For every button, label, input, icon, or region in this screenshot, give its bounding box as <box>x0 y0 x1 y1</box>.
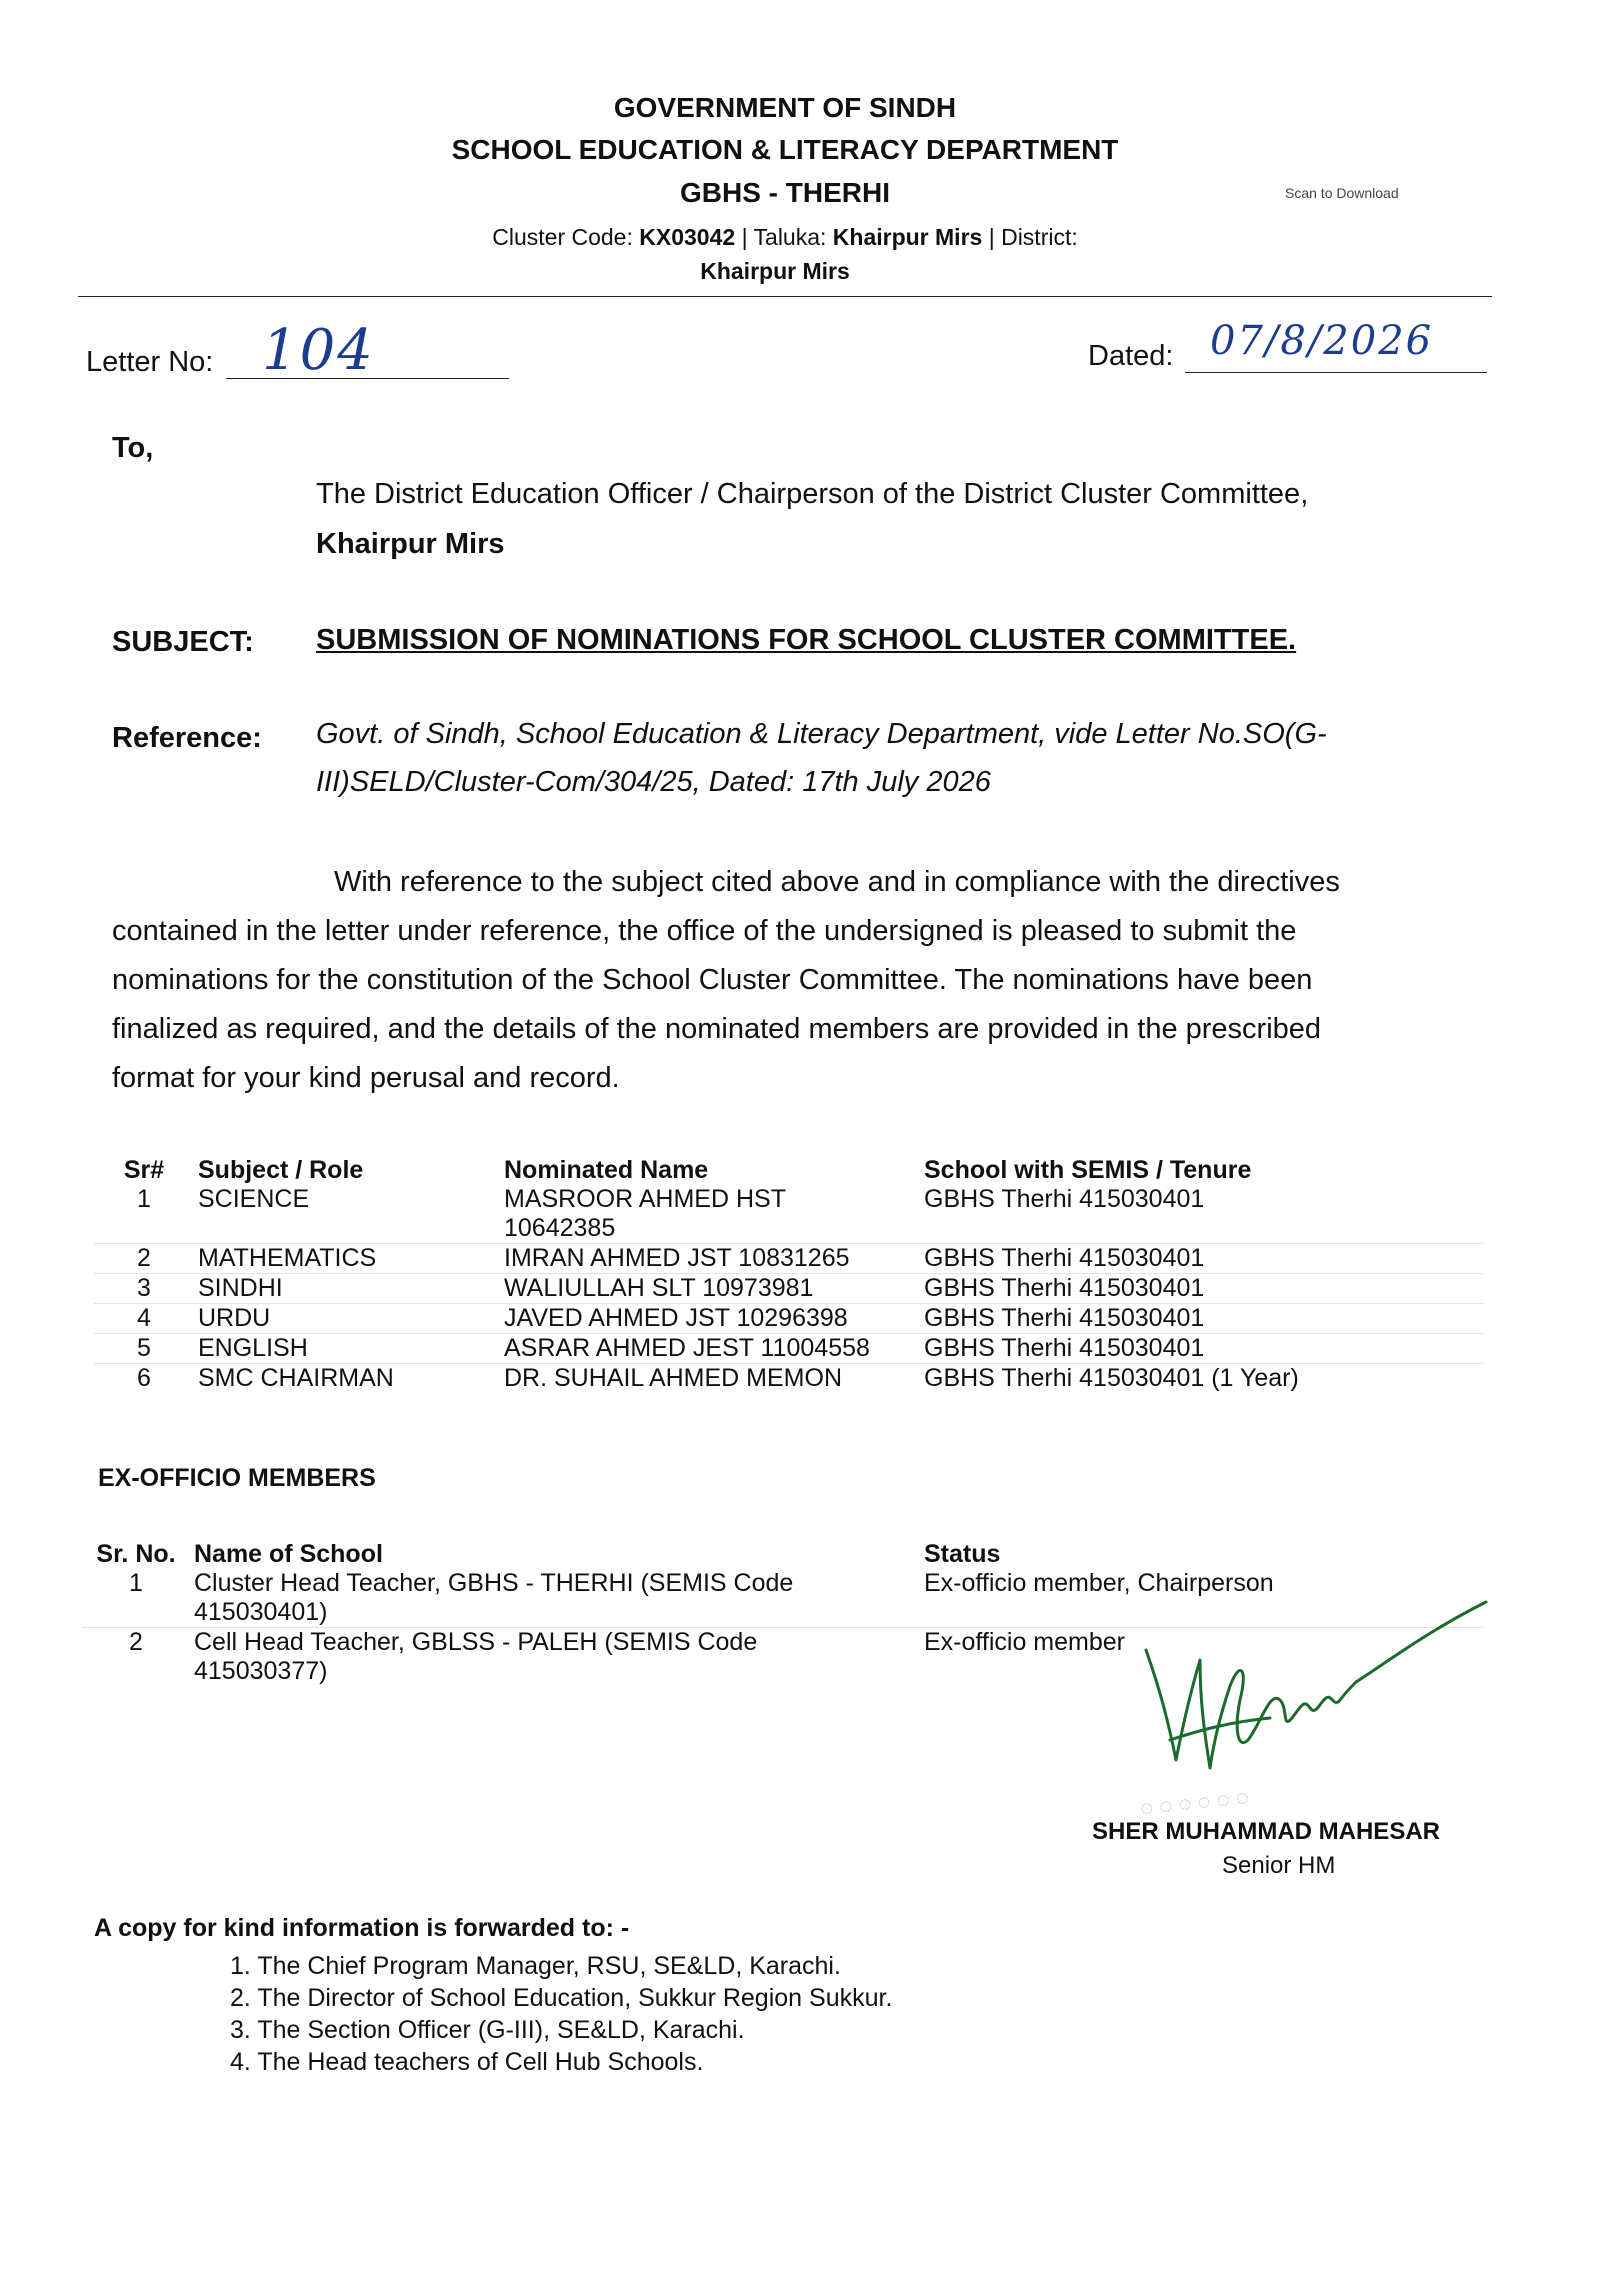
cell-school: GBHS Therhi 415030401 (1 Year) <box>920 1364 1484 1394</box>
to-label: To, <box>112 432 154 464</box>
letter-no-label: Letter No: <box>86 346 214 378</box>
col-header-status: Status <box>924 1540 1001 1568</box>
subject-label: SUBJECT: <box>112 626 254 658</box>
cell-nominee: DR. SUHAIL AHMED MEMON <box>500 1364 920 1394</box>
cell-status: Ex-officio member, Chairperson <box>924 1569 1274 1597</box>
cell-school-name: Cell Head Teacher, GBLSS - PALEH (SEMIS Code 415030377) <box>190 1628 920 1687</box>
nominations-header-row <box>94 1156 1484 1185</box>
copy-list <box>230 1950 892 2078</box>
col-header-subject: Subject / Role <box>198 1156 364 1184</box>
cell-status: Ex-officio member <box>920 1628 1484 1687</box>
cell-school: GBHS Therhi 415030401 <box>920 1304 1484 1334</box>
cell-sr: 3 <box>94 1274 194 1304</box>
subject-text: SUBMISSION OF NOMINATIONS FOR SCHOOL CLUSTER COMMITTEE. <box>316 624 1297 656</box>
cell-nominee: ASRAR AHMED JEST 11004558 <box>500 1334 920 1364</box>
cell-school-name: Cluster Head Teacher, GBHS - THERHI (SEMIS Code 415030401) <box>194 1569 794 1626</box>
cell-subject: MATHEMATICS <box>194 1244 500 1274</box>
cell-subject: SINDHI <box>194 1274 500 1304</box>
cell-sr: 2 <box>94 1244 194 1274</box>
reference-label: Reference: <box>112 722 262 754</box>
copy-list-item: 4. The Head teachers of Cell Hub Schools. <box>230 2048 704 2076</box>
cell-sr: 4 <box>94 1304 194 1334</box>
header-divider <box>78 296 1492 297</box>
cell-nominee: IMRAN AHMED JST 10831265 <box>500 1244 920 1274</box>
cell-school: GBHS Therhi 415030401 <box>920 1274 1484 1304</box>
nominations-body <box>94 1185 1484 1393</box>
cell-nominee: WALIULLAH SLT 10973981 <box>500 1274 920 1304</box>
cluster-info-line <box>0 224 1570 251</box>
body-line-3: nominations for the constitution of the School Cluster Committee. The nominations have been <box>112 964 1313 996</box>
ex-officio-title: EX-OFFICIO MEMBERS <box>98 1464 376 1492</box>
stamp-watermark: ◌ ◌ ◌ ◌ ◌ ◌ <box>1138 1784 1250 1821</box>
dated-label: Dated: <box>1088 340 1174 372</box>
body-line-1: With reference to the subject cited above and in compliance with the directives <box>334 866 1340 898</box>
body-line-2: contained in the letter under reference, the office of the undersigned is pleased to submit the <box>112 915 1297 947</box>
cell-subject: URDU <box>194 1304 500 1334</box>
col-header-name: Nominated Name <box>504 1156 709 1184</box>
cluster-code: KX03042 <box>639 224 736 250</box>
header-government: GOVERNMENT OF SINDH <box>613 92 957 123</box>
cluster-code-label: Cluster Code: <box>492 224 640 250</box>
copy-list-item: 3. The Section Officer (G-III), SE&LD, Karachi. <box>230 2016 745 2044</box>
copy-list-item: 2. The Director of School Education, Sukkur Region Sukkur. <box>230 1984 893 2012</box>
cell-sr-no: 1 <box>129 1569 143 1597</box>
col-header-school-name: Name of School <box>194 1540 383 1568</box>
cell-sr: 6 <box>94 1364 194 1394</box>
cell-nominee: MASROOR AHMED HST 10642385 <box>504 1185 786 1242</box>
ex-officio-header-row <box>82 1540 1484 1569</box>
recipient-line: The District Education Officer / Chairperson of the District Cluster Committee, <box>316 478 1309 510</box>
col-header-sr-no: Sr. No. <box>96 1540 176 1568</box>
col-header-sr: Sr# <box>123 1156 165 1184</box>
letter-no-handwritten: 104 <box>262 318 375 383</box>
district-label: | District: <box>982 224 1078 250</box>
body-paragraph <box>112 858 1512 1103</box>
header-department: SCHOOL EDUCATION & LITERACY DEPARTMENT <box>451 134 1119 165</box>
signatory-title: Senior HM <box>1222 1852 1336 1879</box>
taluka-label: | Taluka: <box>735 224 833 250</box>
date-handwritten: 07/8/2026 <box>1210 318 1434 364</box>
table-row <box>94 1185 1484 1244</box>
dated-underline <box>1185 372 1487 373</box>
reference-line-1: Govt. of Sindh, School Education & Literacy Department, vide Letter No.SO(G- <box>316 718 1327 750</box>
reference-line-2: III)SELD/Cluster-Com/304/25, Dated: 17th July 2026 <box>316 766 991 798</box>
table-row <box>94 1364 1484 1394</box>
signatory-name: SHER MUHAMMAD MAHESAR <box>1092 1818 1440 1845</box>
signature-image <box>1130 1590 1500 1810</box>
cell-subject: ENGLISH <box>194 1334 500 1364</box>
cell-sr: 1 <box>137 1185 151 1213</box>
cell-subject: SMC CHAIRMAN <box>194 1364 500 1394</box>
nominations-table <box>94 1156 1484 1393</box>
col-header-school: School with SEMIS / Tenure <box>924 1156 1252 1184</box>
cell-subject: SCIENCE <box>198 1185 310 1213</box>
table-row <box>94 1274 1484 1304</box>
cell-sr: 5 <box>94 1334 194 1364</box>
taluka-value: Khairpur Mirs <box>832 224 983 250</box>
district-value: Khairpur Mirs <box>700 258 850 284</box>
cell-sr-no: 2 <box>82 1628 190 1687</box>
scan-to-download-label: Scan to Download <box>1285 185 1399 201</box>
copy-list-item: 1. The Chief Program Manager, RSU, SE&LD, Karachi. <box>230 1952 841 1980</box>
cell-school: GBHS Therhi 415030401 <box>920 1334 1484 1364</box>
cell-nominee: JAVED AHMED JST 10296398 <box>500 1304 920 1334</box>
body-line-4: finalized as required, and the details of the nominated members are provided in the prescribed <box>112 1013 1322 1045</box>
table-row <box>94 1334 1484 1364</box>
table-row <box>94 1244 1484 1274</box>
copy-forward-title: A copy for kind information is forwarded to: - <box>94 1914 630 1942</box>
recipient-location: Khairpur Mirs <box>316 528 505 560</box>
cell-school: GBHS Therhi 415030401 <box>920 1244 1484 1274</box>
cell-school: GBHS Therhi 415030401 <box>924 1185 1205 1213</box>
body-line-5: format for your kind perusal and record. <box>112 1062 620 1094</box>
table-row <box>94 1304 1484 1334</box>
header-school: GBHS - THERHI <box>680 177 890 208</box>
